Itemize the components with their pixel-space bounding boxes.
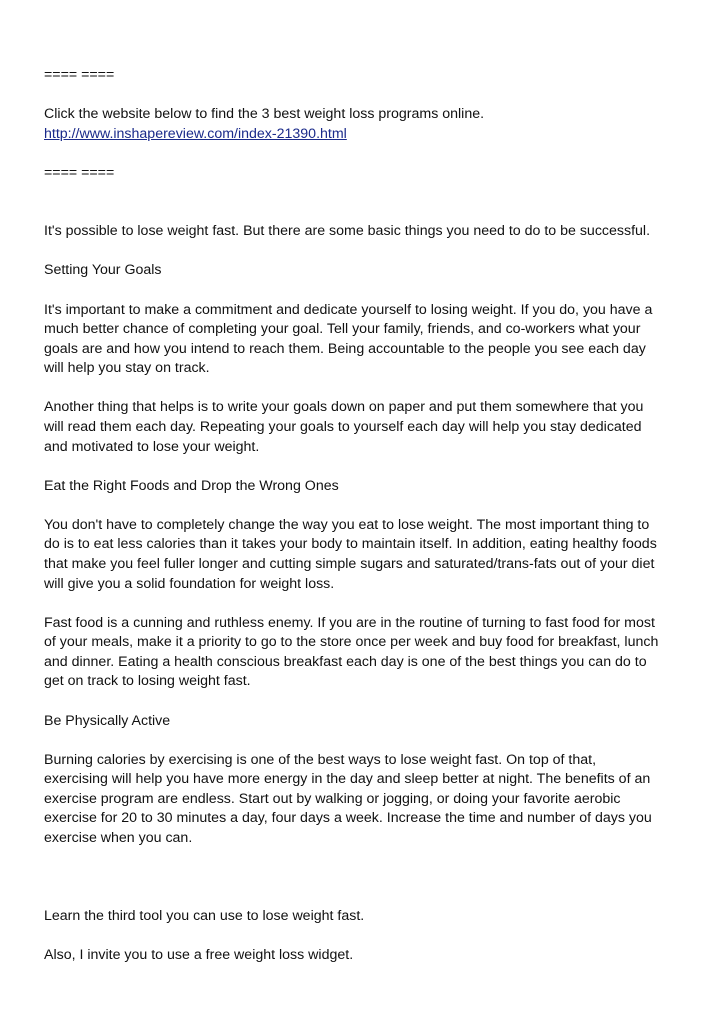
paragraph-line: exercising will help you have more energy in the day and sleep better at night. The benefits of an	[44, 771, 651, 788]
heading-right-foods: Eat the Right Foods and Drop the Wrong Ones	[44, 477, 339, 494]
paragraph-goals-2	[44, 398, 690, 457]
paragraph-line: that make you feel fuller longer and cutting simple sugars and saturated/trans-fats out of your diet	[44, 556, 655, 572]
paragraph-line: You don't have to completely change the way you eat to lose weight. The most important thing to	[44, 516, 650, 533]
paragraph-line: and dinner. Eating a health conscious breakfast each day is one of the best things you can do to	[44, 653, 647, 670]
paragraph-line: It's important to make a commitment and dedicate yourself to losing weight. If you do, you have a	[44, 301, 653, 318]
paragraph-active-1	[44, 751, 690, 849]
paragraph-line: exercise for 20 to 30 minutes a day, four days a week. Increase the time and number of days you	[44, 810, 652, 827]
intro-link-text: Click the website below to find the 3 best weight loss programs online.	[44, 106, 485, 123]
separator-bottom: ==== ====	[44, 164, 115, 181]
paragraph-foods-1	[44, 516, 690, 594]
paragraph-goals-1	[44, 301, 690, 379]
paragraph-line: of your meals, make it a priority to go to the store once per week and buy food for breakfast, lunch	[44, 634, 659, 651]
document-page	[44, 66, 690, 966]
paragraph-line: will help you stay on track.	[44, 360, 210, 377]
heading-setting-goals: Setting Your Goals	[44, 262, 162, 279]
paragraph-line: goals are and how you intend to reach them. Being accountable to the people you see each day	[44, 340, 646, 357]
heading-physically-active: Be Physically Active	[44, 712, 171, 729]
website-link-url[interactable]: http://www.inshapereview.com/index-21390.html	[44, 125, 347, 142]
paragraph-line: Burning calories by exercising is one of the best ways to lose weight fast. On top of that,	[44, 751, 597, 768]
paragraph-line: will give you a solid foundation for weight loss.	[44, 575, 335, 592]
paragraph-line: do is to eat less calories than it takes your body to maintain itself. In addition, eating healthy foods	[44, 536, 657, 553]
invite-widget: Also, I invite you to use a free weight loss widget.	[44, 947, 354, 964]
learn-third-tool: Learn the third tool you can use to lose weight fast.	[44, 908, 365, 925]
paragraph-line: get on track to losing weight fast.	[44, 673, 251, 690]
paragraph-line: and motivated to lose your weight.	[44, 438, 260, 455]
paragraph-line: Fast food is a cunning and ruthless enemy. If you are in the routine of turning to fast food for most	[44, 614, 655, 631]
paragraph-line: exercise program are endless. Start out by walking or jogging, or doing your favorite aerobic	[44, 790, 621, 807]
paragraph-line: much better chance of completing your goal. Tell your family, friends, and co-workers what your	[44, 321, 641, 338]
separator-top: ==== ====	[44, 67, 115, 83]
paragraph-line: Another thing that helps is to write your goals down on paper and put them somewhere that you	[44, 399, 644, 416]
paragraph-foods-2	[44, 614, 690, 692]
website-link[interactable]	[44, 125, 690, 145]
paragraph-line: will read them each day. Repeating your goals to yourself each day will help you stay dedicated	[44, 419, 642, 436]
paragraph-line: exercise when you can.	[44, 830, 193, 847]
article-intro: It's possible to lose weight fast. But there are some basic things you need to do to be successful.	[44, 223, 651, 240]
